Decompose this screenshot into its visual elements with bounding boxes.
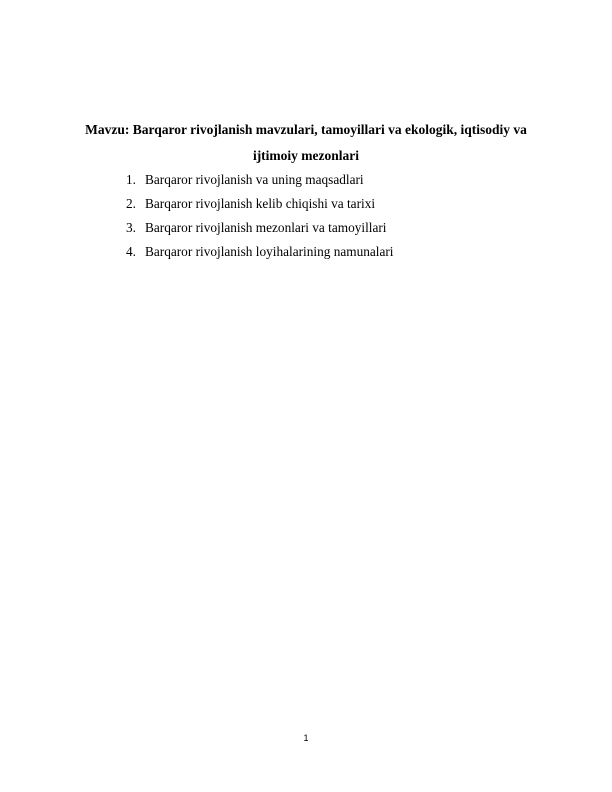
list-item (126, 216, 394, 240)
list-item-number: 2. (126, 196, 136, 211)
topic-list (126, 168, 394, 264)
list-item-text: Barqaror rivojlanish kelib chiqishi va tarixi (145, 196, 376, 211)
list-item (126, 168, 394, 192)
list-item-text: Barqaror rivojlanish mezonlari va tamoyillari (145, 220, 387, 235)
document-title: Mavzu: Barqaror rivojlanish mavzulari, tamoyillari va ekologik, iqtisodiy va ijtimoiy mezonlari (85, 122, 527, 163)
list-item-number: 1. (126, 172, 136, 187)
list-item-text: Barqaror rivojlanish va uning maqsadlari (145, 172, 364, 187)
list-item-text: Barqaror rivojlanish loyihalarining namunalari (145, 244, 394, 259)
list-item-number: 3. (126, 220, 136, 235)
list-item (126, 192, 394, 216)
page-number: 1 (303, 733, 309, 743)
list-item (126, 240, 394, 264)
list-item-number: 4. (126, 244, 136, 259)
